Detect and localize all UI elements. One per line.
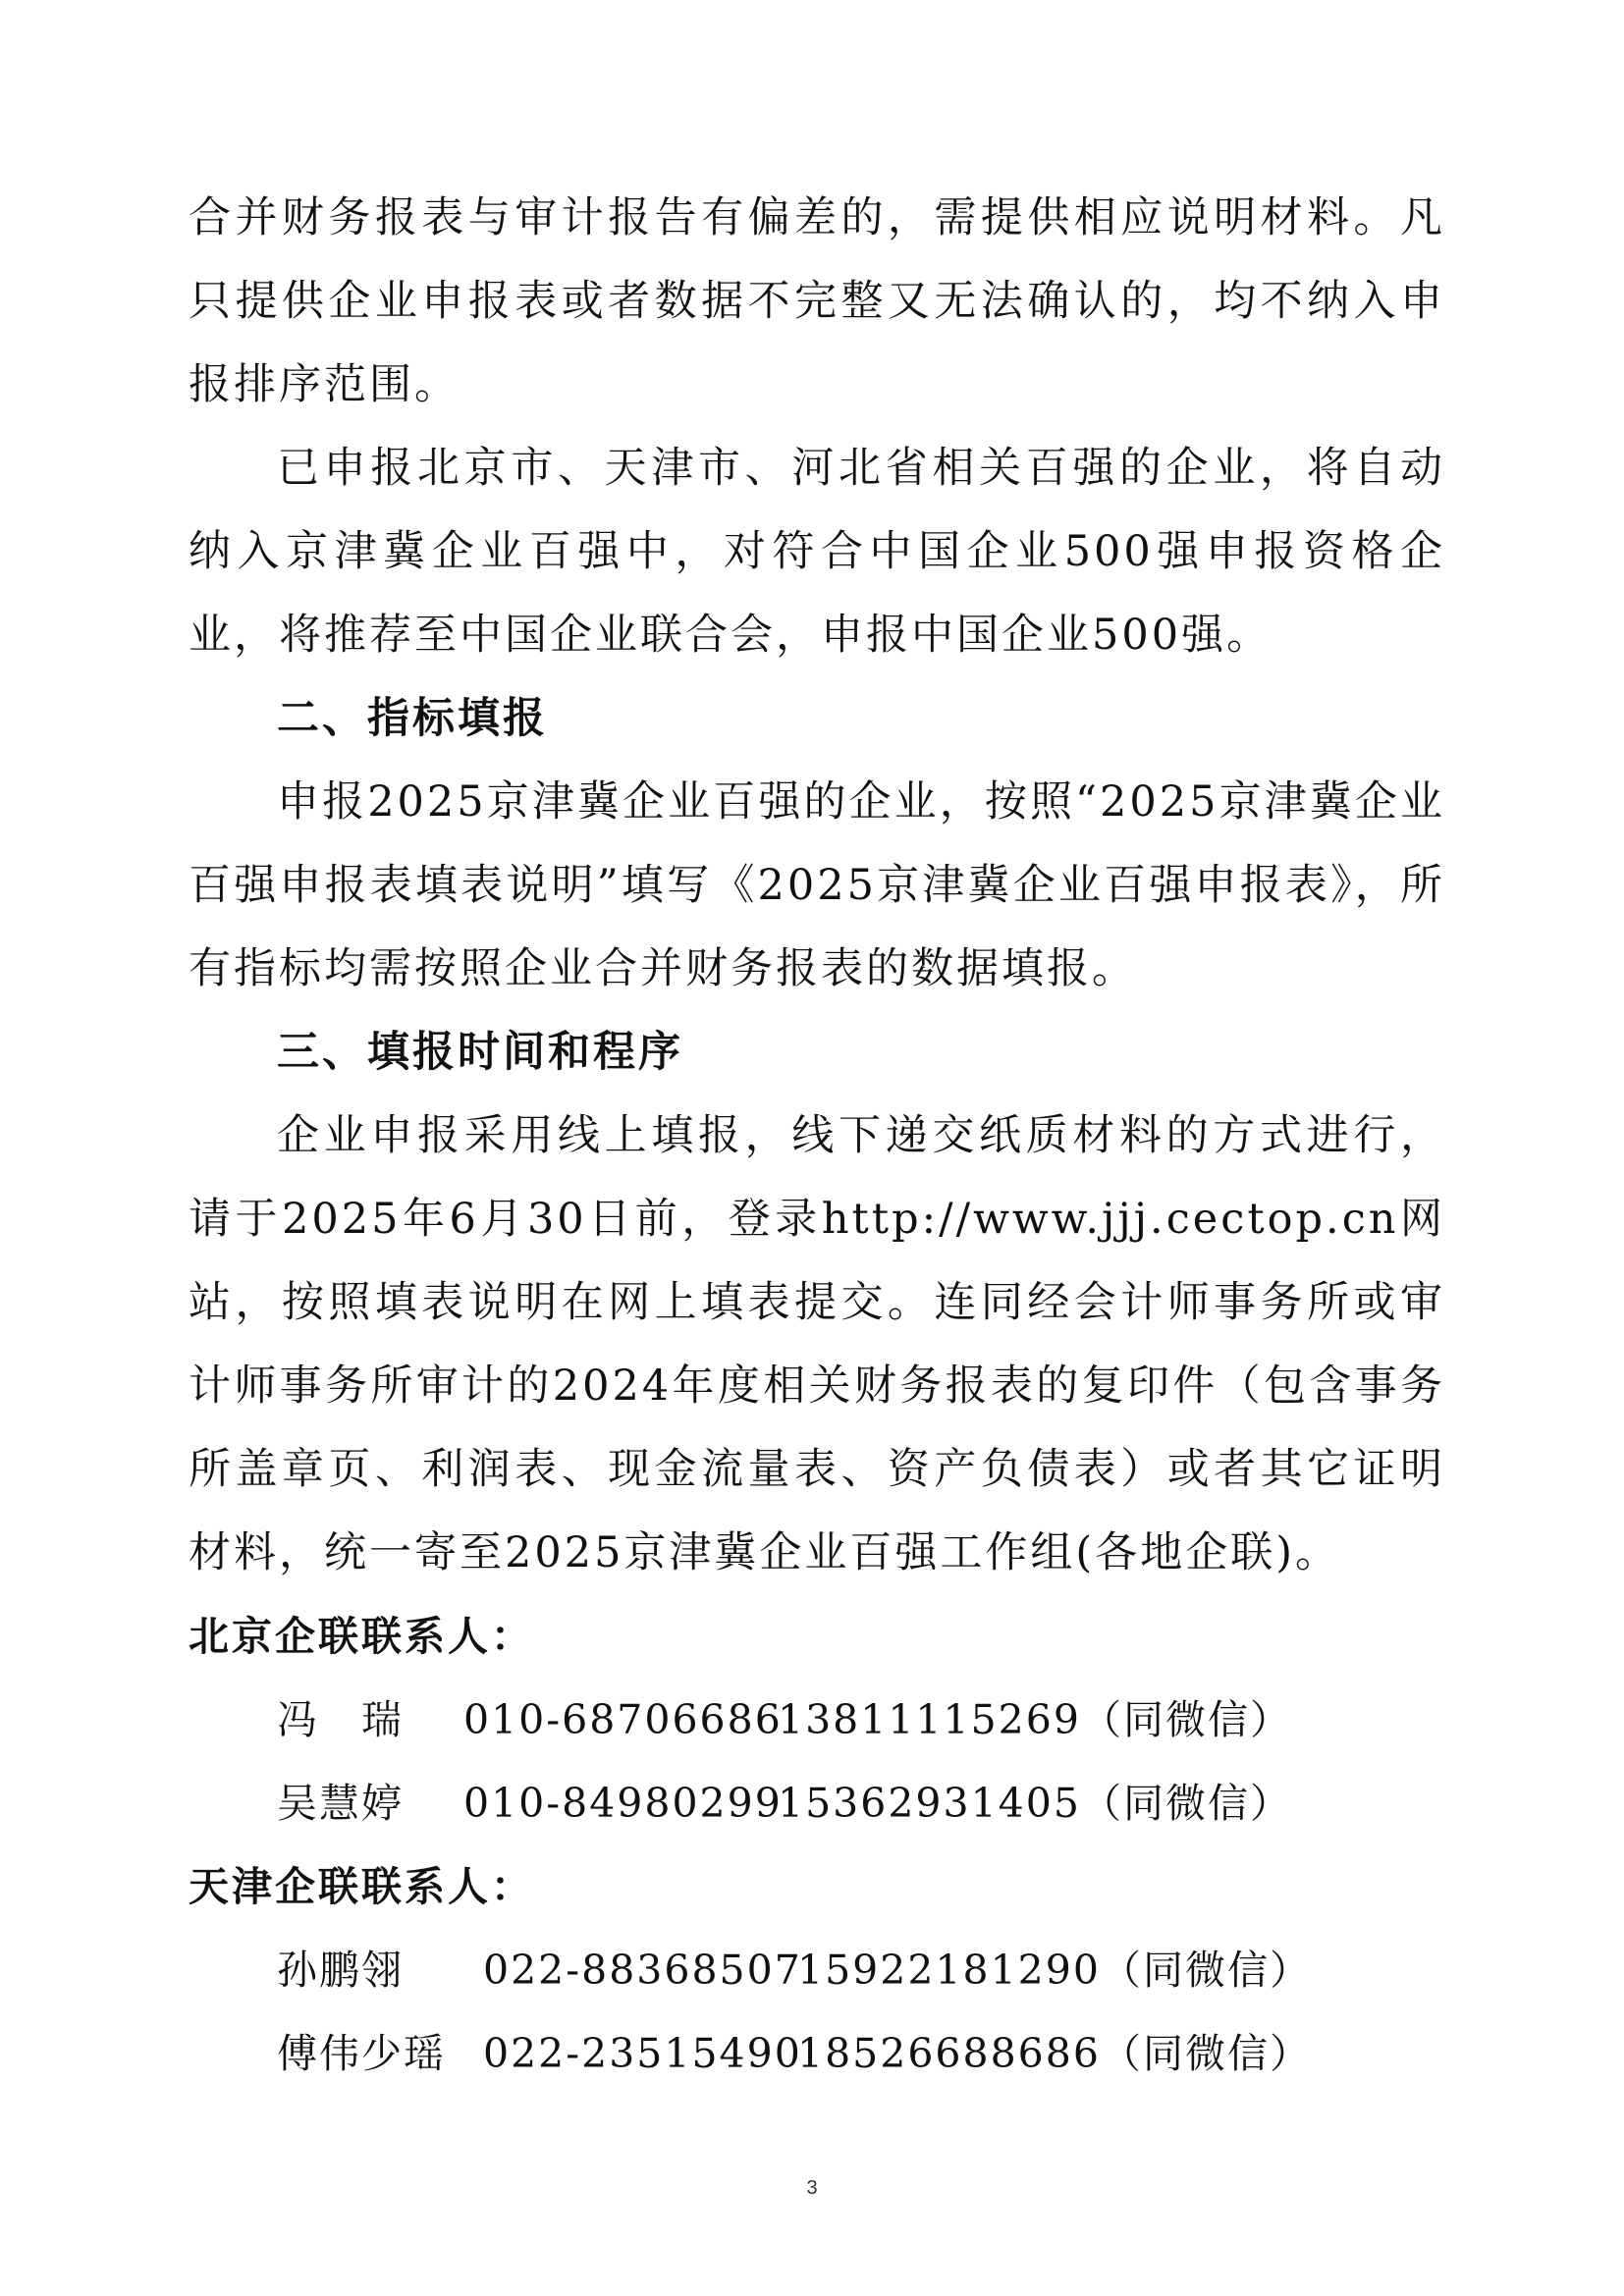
contact-phone: 022-88368507: [483, 1947, 802, 1994]
paragraph-financial-statement-note: 合并财务报表与审计报告有偏差的，需提供相应说明材料。凡只提供企业申报表或者数据不完整又无法确认的，均不纳入申报排序范围。: [189, 193, 1445, 409]
contact-row: [277, 1679, 1292, 1762]
contact-mobile: 18526688686（同微信）: [797, 2030, 1312, 2077]
heading-reporting-time-procedure: 三、填报时间和程序: [277, 1028, 683, 1077]
paragraph-reporting-procedure: 企业申报采用线上填报，线下递交纸质材料的方式进行，请于2025年6月30日前，登录http://www.jjj.cectop.cn网站，按照填表说明在网上填表提交。连同经会计师事务所或审计师事务所审计的2024年度相关财务报表的复印件（包含事务所盖章页、利润表、现金流量表、资产负债表）或者其它证明材料，统一寄至2025京津冀企业百强工作组(各地企联)。: [189, 1111, 1445, 1577]
contact-name: 冯 瑞: [277, 1696, 404, 1743]
contact-row: [277, 1929, 1312, 2012]
paragraph-auto-inclusion: 已申报北京市、天津市、河北省相关百强的企业，将自动纳入京津冀企业百强中，对符合中国企业500强申报资格企业，将推荐至中国企业联合会，申报中国企业500强。: [189, 444, 1445, 660]
paragraph-indicator-instructions: 申报2025京津冀企业百强的企业，按照“2025京津冀企业百强申报表填表说明”填写《2025京津冀企业百强申报表》，所有指标均需按照企业合并财务报表的数据填报。: [189, 777, 1445, 993]
contact-row: [277, 1762, 1292, 1845]
contact-name: 吴慧婷: [277, 1780, 404, 1827]
heading-indicator-reporting: 二、指标填报: [277, 694, 548, 743]
contact-mobile: 13811115269（同微信）: [778, 1696, 1292, 1743]
contact-name: 傅伟少瑶: [277, 2030, 446, 2077]
page-number: 3: [806, 2177, 818, 2199]
contact-phone: 022-23515490: [483, 2030, 802, 2077]
contact-phone: 010-84980299: [463, 1780, 783, 1827]
contact-phone: 010-68706686: [463, 1696, 783, 1743]
contact-row: [277, 2012, 1312, 2096]
beijing-contacts-heading: 北京企联联系人：: [189, 1613, 534, 1660]
contact-mobile: 15922181290（同微信）: [797, 1947, 1312, 1994]
tianjin-contacts-heading: 天津企联联系人：: [189, 1863, 534, 1910]
contact-mobile: 15362931405（同微信）: [778, 1780, 1292, 1827]
contact-name: 孙鹏翎: [277, 1947, 404, 1994]
